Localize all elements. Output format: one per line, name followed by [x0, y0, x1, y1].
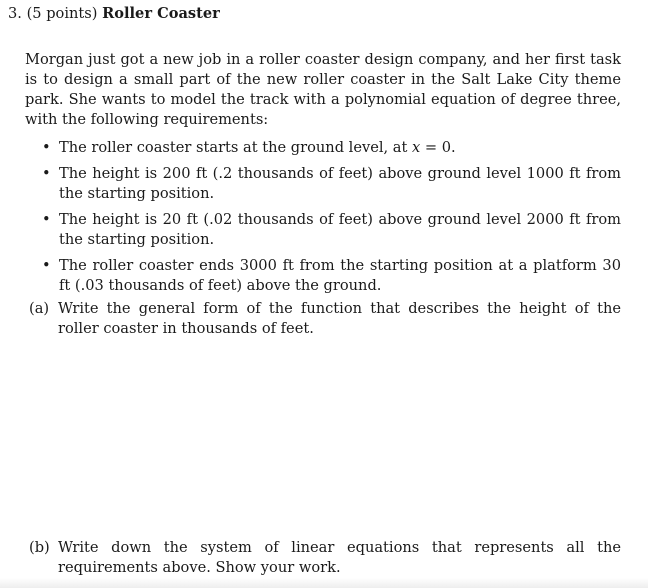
bullet-icon: •	[42, 257, 51, 274]
requirements-list	[25, 138, 621, 302]
requirement-text-pre: The roller coaster starts at the ground level, at	[59, 139, 413, 156]
requirement-text-post: = 0.	[420, 139, 456, 156]
part-b-text: Write down the system of linear equations that represents all the requirements above. Show your work.	[58, 539, 621, 576]
problem-number: 3.	[8, 5, 22, 22]
part-b	[25, 538, 621, 578]
part-a	[25, 299, 621, 339]
bottom-fade	[0, 578, 648, 588]
requirement-item	[25, 164, 621, 204]
part-a-text: Write the general form of the function that describes the height of the roller coaster in thousands of feet.	[58, 300, 621, 337]
problem-points: (5 points)	[26, 5, 98, 22]
requirement-text: The height is 20 ft (.02 thousands of feet) above ground level 2000 ft from the starting position.	[59, 211, 621, 248]
requirement-text: The roller coaster ends 3000 ft from the starting position at a platform 30 ft (.03 thousands of feet) above the ground.	[59, 257, 621, 294]
part-b-label: (b)	[29, 539, 50, 556]
bullet-icon: •	[42, 211, 51, 228]
part-a-label: (a)	[29, 300, 50, 317]
requirement-item	[25, 210, 621, 250]
requirement-item	[25, 138, 621, 158]
problem-intro: Morgan just got a new job in a roller coaster design company, and her first task is to design a small part of the new roller coaster in the Salt Lake City theme park. She wants to model the track with a polynomial equation of degree three, with the following requirements:	[25, 51, 621, 128]
requirement-text: The height is 200 ft (.2 thousands of feet) above ground level 1000 ft from the starting position.	[59, 165, 621, 202]
problem-header	[8, 4, 220, 24]
problem-title: Roller Coaster	[102, 5, 220, 22]
bullet-icon: •	[42, 139, 51, 156]
requirement-item	[25, 256, 621, 296]
bullet-icon: •	[42, 165, 51, 182]
math-variable: x	[412, 139, 421, 156]
